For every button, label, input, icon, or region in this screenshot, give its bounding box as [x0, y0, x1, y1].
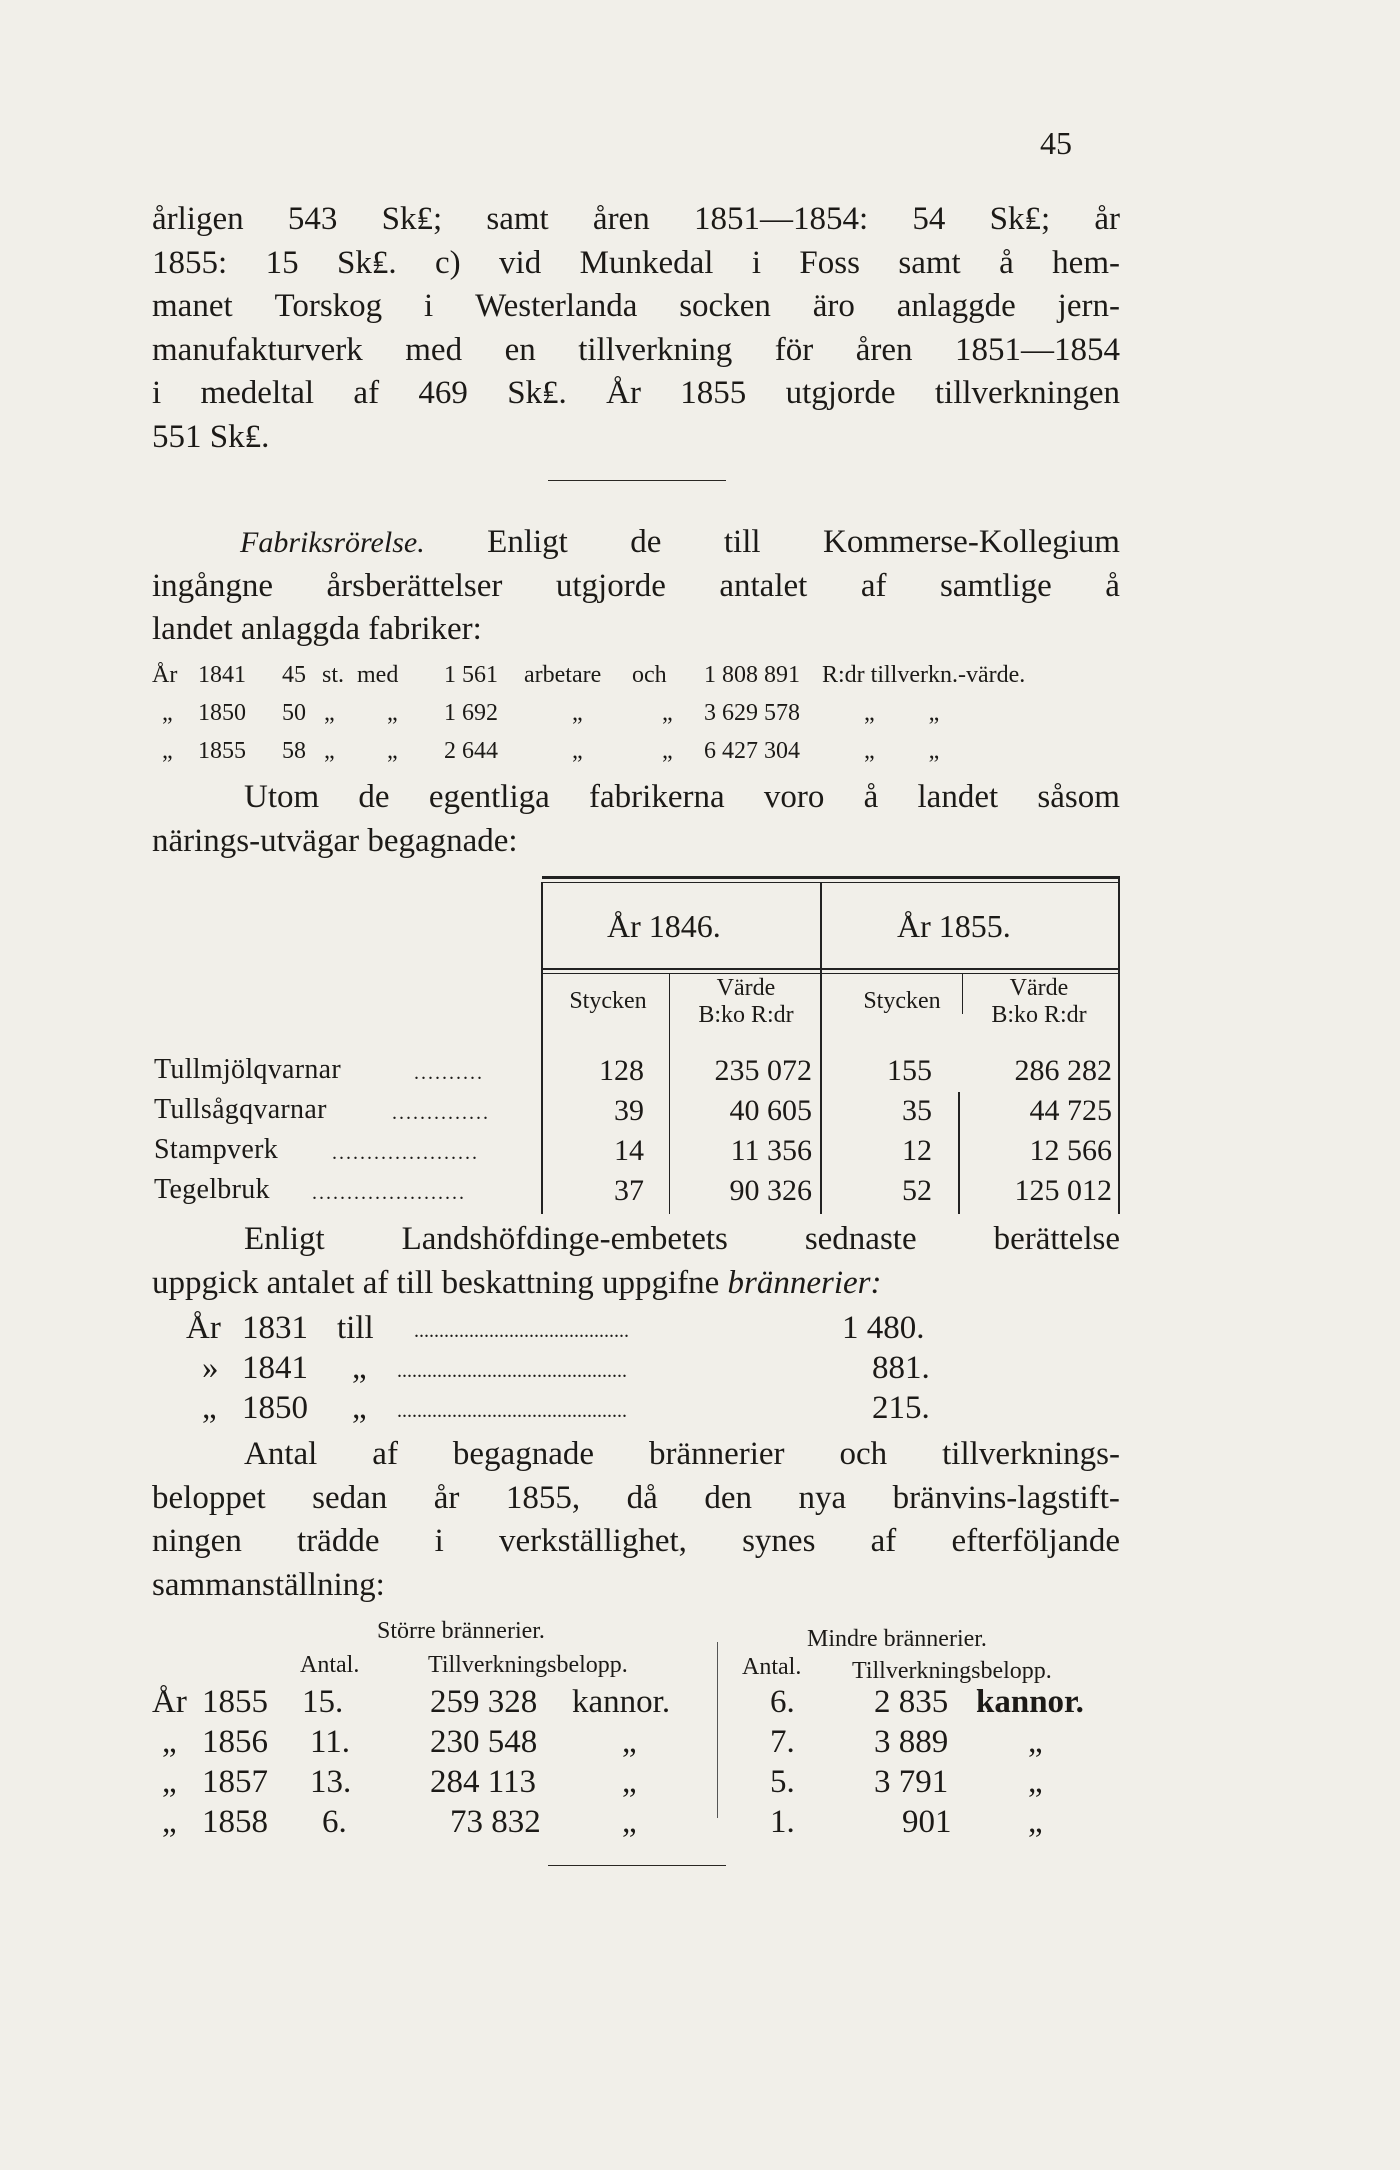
summary-row [152, 1724, 1120, 1764]
text-line [152, 1218, 1120, 1262]
word: 54 [912, 201, 946, 237]
production-smaller: 3 889 [874, 1724, 949, 1760]
word: Antal [244, 1436, 318, 1472]
ditto: „ [1028, 1724, 1043, 1760]
word: 1851—1854 [955, 331, 1120, 368]
word: Torskog [274, 288, 383, 324]
leader-dots: ..................... [332, 1142, 479, 1164]
word: då [626, 1479, 658, 1516]
row-label: Stampverk [154, 1134, 279, 1165]
production-smaller: 3 791 [874, 1764, 949, 1800]
leader-dots: ...................... [312, 1182, 466, 1204]
year: 1857 [202, 1764, 268, 1800]
year-prefix: „ [162, 1724, 177, 1760]
section-heading: Fabriksrörelse. [240, 526, 425, 559]
text-line [152, 776, 1120, 820]
text-line [152, 198, 1120, 242]
factory-count: 50 [282, 700, 306, 726]
word: Kommerse-Kollegium [823, 524, 1120, 560]
ditto: „ [622, 1804, 637, 1840]
text-line [152, 565, 1120, 609]
word: 1855, [505, 1479, 581, 1516]
unit: kannor. [976, 1684, 1084, 1720]
word: Foss [799, 244, 860, 281]
italic-term: brännerier: [727, 1264, 882, 1301]
year: 1855 [202, 1684, 268, 1720]
count-1855: 155 [887, 1054, 932, 1087]
word: trädde [297, 1523, 380, 1559]
word: sedan [312, 1479, 388, 1516]
year-prefix: „ [162, 1804, 177, 1840]
ditto: „ [662, 738, 673, 764]
word: åren [855, 331, 913, 368]
text-line-last: 551 Sk₤. [152, 418, 270, 455]
text-line: landet anlaggda fabriker: [152, 611, 482, 647]
row-label: Tullmjölqvarnar [154, 1054, 342, 1085]
distillery-row [152, 1310, 1120, 1348]
year: 1841 [198, 662, 246, 688]
word: 1851—1854: [693, 201, 869, 237]
year-prefix: „ [162, 1764, 177, 1800]
production-value: 3 629 578 [704, 700, 800, 726]
production-larger: 230 548 [430, 1724, 538, 1760]
factory-count: 45 [282, 662, 306, 688]
year: 1856 [202, 1724, 268, 1760]
word: såsom [1037, 779, 1120, 815]
value-1846: 40 605 [729, 1094, 812, 1127]
summary-row [152, 1804, 1120, 1844]
word: socken [679, 288, 771, 324]
word: årligen [152, 201, 244, 237]
word: beloppet [152, 1479, 266, 1516]
production-larger: 259 328 [430, 1684, 538, 1720]
word: Landshöfdinge-embetets [401, 1221, 728, 1257]
header-varde-label: Värde [1009, 975, 1069, 1001]
word: samt [486, 201, 549, 237]
word: Munkedal [579, 244, 714, 281]
count-smaller: 6. [770, 1684, 795, 1720]
unit: st. [322, 662, 345, 688]
word: egentliga [428, 779, 550, 815]
word: tillverkningen [934, 375, 1120, 411]
year-prefix: „ [162, 738, 173, 764]
factory-count: 58 [282, 738, 306, 764]
ditto: „ [662, 700, 673, 726]
word: tillverkning [578, 331, 733, 368]
ditto: „ [1028, 1764, 1043, 1800]
word: bränvins-lagstift- [892, 1479, 1120, 1516]
word: å [999, 244, 1014, 281]
leader-dots: .............................................. [397, 1400, 627, 1422]
ditto: „ [387, 738, 398, 764]
word: Enligt [487, 524, 568, 560]
word: med [357, 662, 399, 688]
count-larger: 13. [310, 1764, 352, 1800]
word: och [839, 1436, 888, 1472]
word: åren [592, 201, 650, 237]
leader-dots: .......... [414, 1062, 484, 1084]
distillery-row [152, 1390, 1120, 1428]
word: fabrikerna [589, 779, 725, 815]
word: begagnade [452, 1436, 594, 1472]
word: Sk₤; [381, 201, 443, 237]
factory-row [152, 662, 1120, 700]
word: Sk₤. [507, 375, 567, 411]
group-header-smaller: Mindre brännerier. [807, 1626, 987, 1652]
word: 1855: [152, 244, 228, 281]
year-prefix: År [152, 662, 178, 688]
word: Utom [244, 779, 320, 815]
value-1846: 11 356 [730, 1134, 812, 1167]
word: manufakturverk [152, 331, 363, 368]
table-row [152, 1134, 1120, 1172]
table-row [152, 1054, 1120, 1092]
year: 1850 [242, 1390, 308, 1426]
word: den [704, 1479, 752, 1516]
word: Westerlanda [475, 288, 638, 324]
word: samtlige [939, 567, 1052, 604]
word: år [1094, 201, 1120, 237]
word: till [723, 524, 761, 560]
ditto: „ „ [864, 738, 940, 764]
word: efterföljande [951, 1523, 1120, 1559]
row-label: Tullsågqvarnar [154, 1094, 327, 1125]
table-vrule [962, 974, 963, 1014]
distillery-count: 881. [872, 1350, 930, 1386]
word: ingångne [152, 567, 273, 604]
unit: kannor. [572, 1684, 671, 1720]
table-top-rule-thin [542, 882, 1120, 883]
ditto: „ [324, 700, 335, 726]
word: År [606, 375, 641, 411]
header-varde-1855 [964, 975, 1114, 1029]
text-line: närings-utvägar begagnade: [152, 822, 518, 859]
year: 1850 [198, 700, 246, 726]
factory-count-list [152, 662, 1120, 776]
header-varde-label: Värde [716, 975, 776, 1001]
count-1855: 35 [902, 1094, 932, 1127]
word: i [751, 244, 762, 281]
text-line [152, 1433, 1120, 1477]
word: 15 [265, 244, 299, 281]
text-line [152, 1520, 1120, 1564]
word: voro [763, 779, 825, 815]
ditto: „ [324, 738, 335, 764]
factory-row [152, 738, 1120, 776]
paragraph-ironworks [152, 198, 1120, 459]
word: jern- [1057, 288, 1120, 324]
ditto: „ [572, 738, 583, 764]
year-prefix: » [202, 1350, 219, 1386]
end-divider [548, 1865, 726, 1866]
word: c) [435, 244, 461, 281]
table-row [152, 1094, 1120, 1132]
word: med [405, 331, 463, 368]
ditto: „ [622, 1764, 637, 1800]
text-span: uppgick antalet af till beskattning uppgifne [152, 1264, 720, 1301]
ditto: „ [1028, 1804, 1043, 1840]
word: tillverknings- [942, 1436, 1120, 1472]
text-line [152, 1262, 1120, 1306]
count-smaller: 5. [770, 1764, 795, 1800]
production-larger: 73 832 [450, 1804, 541, 1840]
word: af [353, 375, 380, 411]
col-antal-larger: Antal. [300, 1652, 360, 1678]
word: de [358, 779, 390, 815]
production-smaller: 2 835 [874, 1684, 949, 1720]
year: 1841 [242, 1350, 308, 1386]
distillery-count: 1 480. [842, 1310, 925, 1346]
ditto: „ [572, 700, 583, 726]
summary-row [152, 1764, 1120, 1804]
count-larger: 6. [322, 1804, 347, 1840]
header-varde-1846 [674, 975, 818, 1029]
paragraph-factories [152, 521, 1120, 652]
count-smaller: 1. [770, 1804, 795, 1840]
header-year-1846: År 1846. [607, 908, 721, 944]
production-larger: 284 113 [430, 1764, 537, 1800]
value-1855: 125 012 [1014, 1174, 1112, 1207]
word: Enligt [244, 1221, 325, 1257]
word: 543 [287, 201, 338, 237]
worker-count: 2 644 [444, 738, 498, 764]
col-tillverkning-smaller: Tillverkningsbelopp. [852, 1658, 1052, 1684]
leader-dots: .............. [392, 1102, 490, 1124]
word: antalet [719, 567, 808, 604]
year-prefix: „ [162, 700, 173, 726]
paragraph-mills-intro [152, 776, 1120, 863]
word: af [372, 1436, 398, 1472]
table-row [152, 1174, 1120, 1212]
word: de [630, 524, 662, 560]
word: år [433, 1479, 460, 1516]
ditto: „ „ [864, 700, 940, 726]
worker-count: 1 692 [444, 700, 498, 726]
word: anlaggde [896, 288, 1016, 324]
year-prefix: „ [202, 1390, 217, 1426]
word: landet [917, 779, 999, 815]
value-1855: 286 282 [1014, 1054, 1112, 1087]
word: medeltal [200, 375, 315, 411]
year: 1831 [242, 1310, 308, 1346]
word: och [632, 662, 667, 688]
word: verkställighet, [499, 1523, 687, 1559]
word: utgjorde [555, 567, 666, 604]
text-line [152, 372, 1120, 416]
word: för [774, 331, 814, 368]
text-line [152, 242, 1120, 286]
page-number: 45 [1040, 125, 1072, 161]
word: sednaste [804, 1221, 917, 1257]
year: 1858 [202, 1804, 268, 1840]
production-smaller: 901 [902, 1804, 952, 1840]
word: å [863, 779, 879, 815]
count-larger: 15. [302, 1684, 344, 1720]
word: i [434, 1523, 444, 1559]
word: utgjorde [785, 375, 896, 411]
ditto: „ [622, 1724, 637, 1760]
value-1855: 12 566 [1029, 1134, 1112, 1167]
header-varde-unit: B:ko R:dr [991, 1002, 1087, 1028]
text-line [152, 329, 1120, 373]
count-1846: 37 [614, 1174, 644, 1207]
unit: R:dr tillverkn.-värde. [822, 662, 1026, 688]
word: berättelse [993, 1221, 1120, 1257]
paragraph-summary-intro [152, 1433, 1120, 1607]
col-antal-smaller: Antal. [742, 1654, 802, 1680]
word: i [424, 288, 434, 324]
word: samt [898, 244, 961, 281]
leader-dots: ........................................... [414, 1320, 629, 1342]
year: 1855 [198, 738, 246, 764]
word: nya [798, 1479, 847, 1516]
leader-dots: .............................................. [397, 1360, 627, 1382]
col-tillverkning-larger: Tillverkningsbelopp. [428, 1652, 628, 1678]
text-line [152, 285, 1120, 329]
table-top-rule [542, 876, 1120, 879]
text-line: sammanställning: [152, 1566, 385, 1603]
word: till [337, 1310, 374, 1346]
word: af [860, 567, 887, 604]
value-1846: 235 072 [714, 1054, 812, 1087]
word: af [870, 1523, 897, 1559]
text-line [152, 1477, 1120, 1521]
group-header-larger: Större brännerier. [377, 1618, 545, 1644]
word: Sk₤; [989, 201, 1051, 237]
count-1846: 39 [614, 1094, 644, 1127]
table-header-rule [542, 968, 1120, 970]
word: manet [152, 288, 233, 324]
year-prefix: År [186, 1310, 221, 1346]
word: äro [812, 288, 855, 324]
count-1846: 14 [614, 1134, 644, 1167]
table-header-rule-thin [542, 973, 1120, 974]
header-stycken-1855: Stycken [863, 988, 941, 1014]
production-value: 1 808 891 [704, 662, 800, 688]
word: 469 [418, 375, 468, 411]
section-divider [548, 480, 726, 481]
word: 1855 [680, 375, 747, 411]
paragraph-distilleries [152, 1218, 1120, 1305]
row-label: Tegelbruk [154, 1174, 270, 1205]
worker-count: 1 561 [444, 662, 498, 688]
count-smaller: 7. [770, 1724, 795, 1760]
word: en [504, 331, 536, 368]
distillery-row [152, 1350, 1120, 1388]
value-1855: 44 725 [1029, 1094, 1112, 1127]
word: ningen [152, 1523, 242, 1559]
count-1855: 12 [902, 1134, 932, 1167]
ditto: „ [387, 700, 398, 726]
count-1855: 52 [902, 1174, 932, 1207]
word: synes [742, 1523, 816, 1559]
word: hem- [1052, 244, 1120, 281]
count-larger: 11. [310, 1724, 351, 1760]
header-varde-unit: B:ko R:dr [698, 1002, 794, 1028]
summary-row [152, 1684, 1120, 1724]
count-1846: 128 [599, 1054, 644, 1087]
factory-row [152, 700, 1120, 738]
value-1846: 90 326 [729, 1174, 812, 1207]
word: arbetare [524, 662, 602, 688]
word: vid [499, 244, 542, 281]
ditto: „ [352, 1390, 367, 1426]
ditto: „ [352, 1350, 367, 1386]
word: Sk₤. [336, 244, 397, 281]
text-line [152, 521, 1120, 565]
distillery-count: 215. [872, 1390, 930, 1426]
word: å [1105, 567, 1120, 604]
year-prefix: År [152, 1684, 187, 1720]
word: årsberättelser [326, 567, 503, 604]
production-value: 6 427 304 [704, 738, 800, 764]
header-stycken-1846: Stycken [569, 988, 647, 1014]
word: brännerier [648, 1436, 785, 1472]
word: i [152, 375, 162, 411]
header-year-1855: År 1855. [897, 908, 1011, 944]
